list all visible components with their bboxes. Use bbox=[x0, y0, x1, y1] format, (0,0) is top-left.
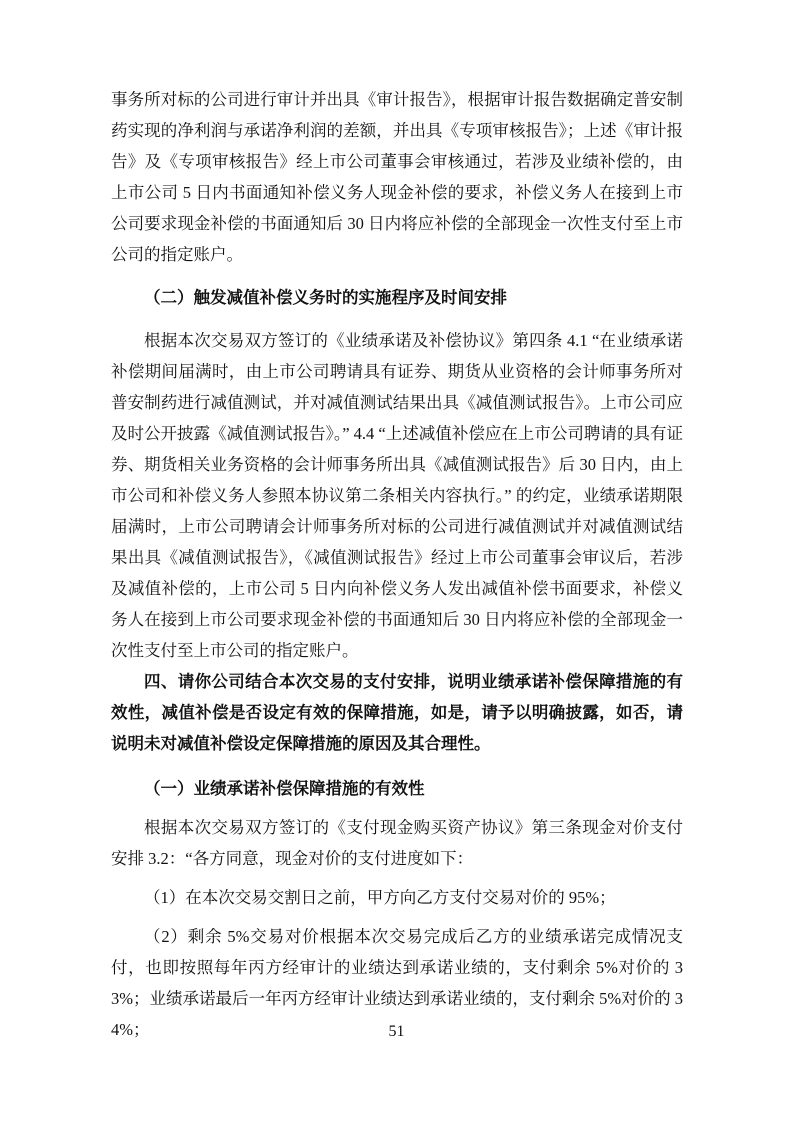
document-body bbox=[111, 84, 683, 1045]
page-number: 51 bbox=[388, 1023, 405, 1040]
paragraph-impairment-procedure: 根据本次交易双方签订的《业绩承诺及补偿协议》第四条 4.1 “在业绩承诺补偿期间届满时，由上市公司聘请具有证券、期货从业资格的会计师事务所对普安制药进行减值测试，并对减值测试结果出具《减值测试报告》。上市公司应及时公开披露《减值测试报告》。” 4.4 “上述减值补偿应在上市公司聘请的具有证券、期货相关业务资格的会计师事务所出具《减值测试报告》后 30 日内，由上市公司和补偿义务人参照本协议第二条相关内容执行。” 的约定，业绩承诺期限届满时，上市公司聘请会计师事务所对标的公司进行减值测试并对减值测试结果出具《减值测试报告》，《减值测试报告》经过上市公司董事会审议后，若涉及减值补偿的，上市公司 5 日内向补偿义务人发出减值补偿书面要求，补偿义务人在接到上市公司要求现金补偿的书面通知后 30 日内将应补偿的全部现金一次性支付至上市公司的指定账户。 bbox=[111, 331, 683, 660]
heading-section-2-impairment-procedure: （二）触发减值补偿义务时的实施程序及时间安排 bbox=[144, 288, 507, 307]
paragraph-continuation: 事务所对标的公司进行审计并出具《审计报告》，根据审计报告数据确定普安制药实现的净利润与承诺净利润的差额，并出具《专项审核报告》；上述《审计报告》及《专项审核报告》经上市公司董事会审核通过，若涉及业绩补偿的，由上市公司 5 日内书面通知补偿义务人现金补偿的要求，补偿义务人在接到上市公司要求现金补偿的书面通知后 30 日内将应补偿的全部现金一次性支付至上市公司的指定账户。 bbox=[111, 90, 683, 264]
paragraph-payment-intro: 根据本次交易双方签订的《支付现金购买资产协议》第三条现金对价支付安排 3.2：“各方同意，现金对价的支付进度如下： bbox=[111, 818, 683, 868]
paragraph-payment-item-2: （2）剩余 5%交易对价根据本次交易完成后乙方的业绩承诺完成情况支付，也即按照每年丙方经审计的业绩达到承诺业绩的，支付剩余 5%对价的 33%；业绩承诺最后一年丙方经审计业绩达到承诺业绩的，支付剩余 5%对价的 34%； bbox=[111, 927, 683, 1039]
paragraph-payment-item-1: （1）在本次交易交割日之前，甲方向乙方支付交易对价的 95%； bbox=[144, 888, 616, 907]
paragraph-question-4: 四、请你公司结合本次交易的支付安排，说明业绩承诺补偿保障措施的有效性，减值补偿是否设定有效的保障措施，如是，请予以明确披露，如否，请说明未对减值补偿设定保障措施的原因及其合理性。 bbox=[111, 672, 683, 753]
heading-section-1-guarantee-effectiveness: （一）业绩承诺补偿保障措施的有效性 bbox=[144, 779, 425, 798]
